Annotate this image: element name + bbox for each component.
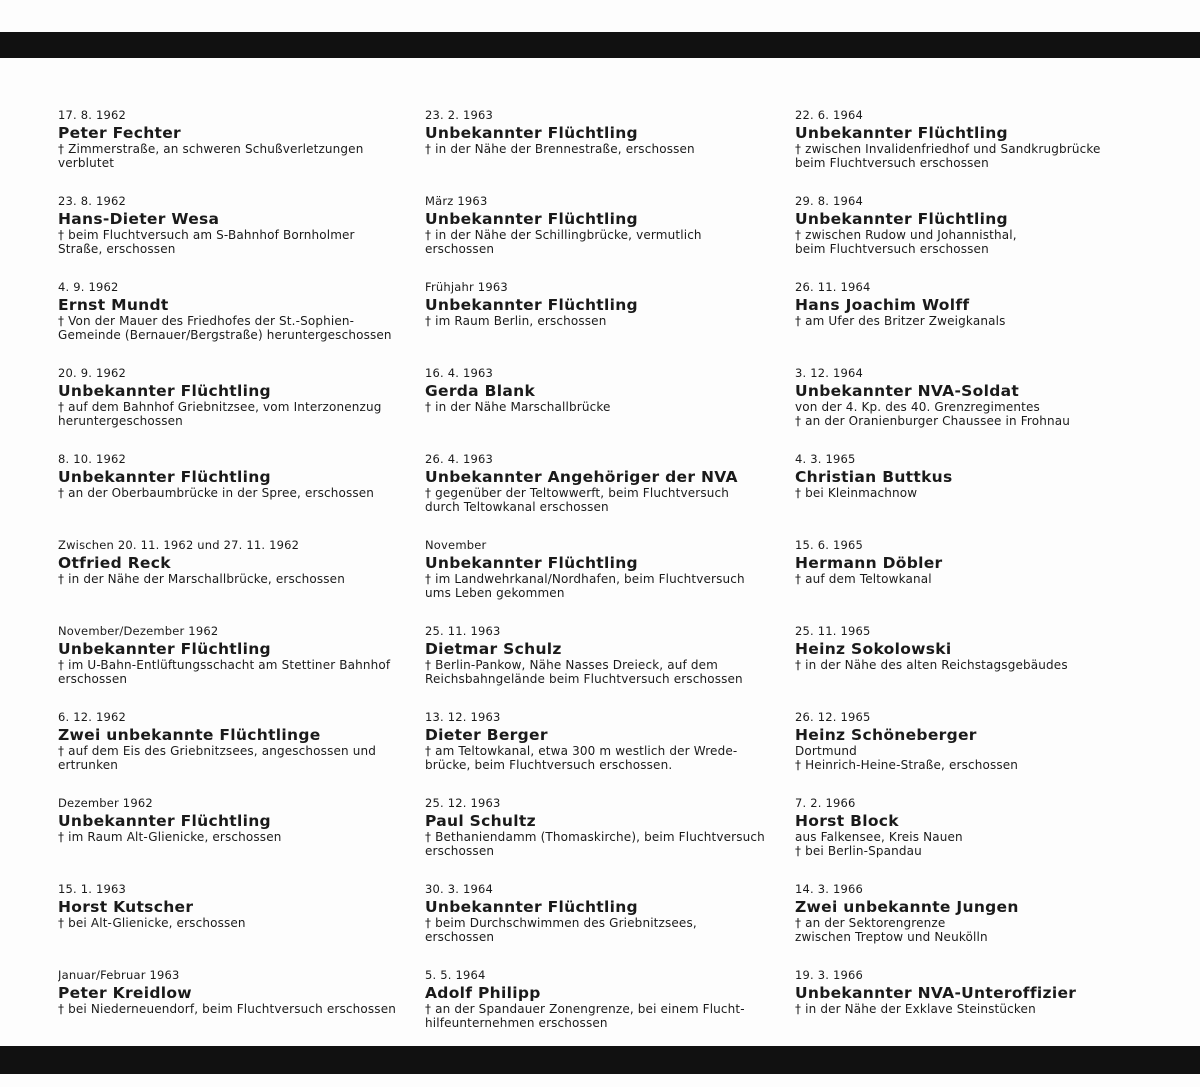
entry-date: 30. 3. 1964 — [425, 882, 494, 896]
entry-name: Unbekannter Flüchtling — [425, 554, 638, 572]
entry-name: Adolf Philipp — [425, 984, 541, 1002]
entry-date: März 1963 — [425, 194, 488, 208]
memorial-entry — [425, 452, 795, 538]
entry-description-line: erschossen — [425, 241, 495, 256]
entry-date: 7. 2. 1966 — [795, 796, 856, 810]
memorial-entry — [795, 710, 1165, 796]
memorial-entry — [795, 968, 1165, 1054]
entry-date: November — [425, 538, 487, 552]
entry-description-line: Straße, erschossen — [58, 241, 176, 256]
entry-name: Ernst Mundt — [58, 296, 169, 314]
entry-name: Heinz Sokolowski — [795, 640, 952, 658]
entry-description-line: erschossen — [425, 929, 495, 944]
entry-description-line: durch Teltowkanal erschossen — [425, 499, 609, 514]
memorial-entry — [58, 194, 428, 280]
entry-name: Hermann Döbler — [795, 554, 943, 572]
entry-description-line: † an der Oberbaumbrücke in der Spree, erschossen — [58, 486, 375, 500]
entry-date: 26. 12. 1965 — [795, 710, 871, 724]
entry-name: Zwei unbekannte Flüchtlinge — [58, 726, 321, 744]
memorial-entry — [58, 968, 428, 1054]
entry-name: Hans Joachim Wolff — [795, 296, 970, 314]
entry-name: Zwei unbekannte Jungen — [795, 898, 1019, 916]
entry-description-line: Reichsbahngelände beim Fluchtversuch erschossen — [425, 671, 743, 686]
memorial-entry — [425, 108, 795, 194]
entry-description-line: † Bethaniendamm (Thomaskirche), beim Fluchtversuch — [425, 830, 765, 844]
entry-date: 15. 6. 1965 — [795, 538, 864, 552]
memorial-entry — [425, 710, 795, 796]
entry-name: Dieter Berger — [425, 726, 548, 744]
entry-description-line: aus Falkensee, Kreis Nauen — [795, 830, 963, 844]
memorial-entry — [425, 194, 795, 280]
entry-description-line: † an der Oranienburger Chaussee in Frohnau — [795, 413, 1070, 428]
memorial-entry — [425, 882, 795, 968]
entry-date: Dezember 1962 — [58, 796, 153, 810]
entry-date: Januar/Februar 1963 — [58, 968, 180, 982]
entry-description-line: † in der Nähe der Exklave Steinstücken — [795, 1002, 1036, 1016]
entry-date: 3. 12. 1964 — [795, 366, 864, 380]
entry-description-line: † in der Nähe der Brennestraße, erschossen — [425, 142, 695, 156]
entry-date: 6. 12. 1962 — [58, 710, 127, 724]
entry-description-line: heruntergeschossen — [58, 413, 183, 428]
entry-name: Unbekannter Flüchtling — [425, 898, 638, 916]
entry-name: Unbekannter Flüchtling — [795, 210, 1008, 228]
memorial-entry — [58, 710, 428, 796]
column-2 — [425, 108, 795, 1054]
entry-description-line: † im Landwehrkanal/Nordhafen, beim Fluchtversuch — [425, 572, 745, 586]
entry-date: 5. 5. 1964 — [425, 968, 486, 982]
memorial-entry — [58, 796, 428, 882]
entry-date: 19. 3. 1966 — [795, 968, 864, 982]
entry-name: Unbekannter Flüchtling — [425, 124, 638, 142]
entry-name: Unbekannter Flüchtling — [58, 382, 271, 400]
memorial-entry — [425, 624, 795, 710]
entry-name: Heinz Schöneberger — [795, 726, 977, 744]
entry-description-line: beim Fluchtversuch erschossen — [795, 241, 989, 256]
memorial-entry — [425, 366, 795, 452]
entry-name: Unbekannter Flüchtling — [795, 124, 1008, 142]
entry-description-line: hilfeunternehmen erschossen — [425, 1015, 608, 1030]
entry-date: 25. 11. 1965 — [795, 624, 871, 638]
entry-name: Dietmar Schulz — [425, 640, 562, 658]
entry-name: Peter Kreidlow — [58, 984, 192, 1002]
entry-description-line: beim Fluchtversuch erschossen — [795, 155, 989, 170]
memorial-entry — [58, 280, 428, 366]
entry-description-line: ertrunken — [58, 757, 119, 772]
entry-name: Unbekannter Flüchtling — [58, 640, 271, 658]
entry-name: Gerda Blank — [425, 382, 536, 400]
memorial-entry — [795, 624, 1165, 710]
entry-name: Christian Buttkus — [795, 468, 953, 486]
entry-name: Unbekannter Flüchtling — [425, 296, 638, 314]
entry-description-line: † auf dem Teltowkanal — [795, 572, 932, 586]
entry-description-line: † Von der Mauer des Friedhofes der St.-Sophien- — [58, 314, 355, 328]
entry-description-line: Dortmund — [795, 744, 857, 758]
entry-description-line: von der 4. Kp. des 40. Grenzregimentes — [795, 400, 1040, 414]
entry-date: 14. 3. 1966 — [795, 882, 864, 896]
entry-name: Paul Schultz — [425, 812, 536, 830]
entry-date: 25. 12. 1963 — [425, 796, 501, 810]
entry-description-line: ums Leben gekommen — [425, 585, 565, 600]
entry-date: 29. 8. 1964 — [795, 194, 864, 208]
entry-date: 22. 6. 1964 — [795, 108, 864, 122]
entry-description-line: † zwischen Invalidenfriedhof und Sandkrugbrücke — [795, 142, 1101, 156]
entry-description-line: † bei Alt-Glienicke, erschossen — [58, 916, 246, 930]
entry-description-line: † auf dem Eis des Griebnitzsees, angeschossen und — [58, 744, 377, 758]
entry-description-line: verblutet — [58, 155, 115, 170]
entry-description-line: † im Raum Berlin, erschossen — [425, 314, 607, 328]
memorial-entry — [795, 796, 1165, 882]
entry-description-line: † bei Berlin-Spandau — [795, 843, 922, 858]
bottom-border-bar — [0, 1046, 1200, 1074]
entry-date: 16. 4. 1963 — [425, 366, 494, 380]
entry-description-line: † zwischen Rudow und Johannisthal, — [795, 228, 1017, 242]
entry-date: 23. 8. 1962 — [58, 194, 127, 208]
entry-description-line: † beim Durchschwimmen des Griebnitzsees, — [425, 916, 697, 930]
entry-description-line: † Berlin-Pankow, Nähe Nasses Dreieck, auf dem — [425, 658, 718, 672]
entry-date: Zwischen 20. 11. 1962 und 27. 11. 1962 — [58, 538, 300, 552]
entry-description-line: † beim Fluchtversuch am S-Bahnhof Bornholmer — [58, 228, 355, 242]
entry-name: Unbekannter NVA-Unteroffizier — [795, 984, 1077, 1002]
top-border-bar — [0, 32, 1200, 58]
entry-description-line: † in der Nähe Marschallbrücke — [425, 400, 611, 414]
entry-name: Hans-Dieter Wesa — [58, 210, 220, 228]
memorial-entry — [58, 108, 428, 194]
entry-description-line: † bei Kleinmachnow — [795, 486, 918, 500]
entry-date: 4. 3. 1965 — [795, 452, 856, 466]
memorial-entry — [795, 280, 1165, 366]
entry-description-line: † am Teltowkanal, etwa 300 m westlich der Wrede- — [425, 744, 738, 758]
entry-description-line: † bei Niederneuendorf, beim Fluchtversuch erschossen — [58, 1002, 396, 1016]
entry-description-line: † gegenüber der Teltowwerft, beim Fluchtversuch — [425, 486, 729, 500]
entry-description-line: † in der Nähe der Marschallbrücke, erschossen — [58, 572, 345, 586]
entry-description-line: † auf dem Bahnhof Griebnitzsee, vom Interzonenzug — [58, 400, 382, 414]
column-3 — [795, 108, 1165, 1054]
column-1 — [58, 108, 428, 1054]
entry-date: 15. 1. 1963 — [58, 882, 127, 896]
entry-name: Peter Fechter — [58, 124, 181, 142]
memorial-entry — [795, 452, 1165, 538]
entry-name: Unbekannter NVA-Soldat — [795, 382, 1020, 400]
entry-date: 23. 2. 1963 — [425, 108, 494, 122]
entry-description-line: † an der Sektorengrenze — [795, 916, 946, 930]
memorial-entry — [795, 194, 1165, 280]
memorial-entry — [795, 108, 1165, 194]
memorial-entry — [795, 538, 1165, 624]
entry-description-line: † im U-Bahn-Entlüftungsschacht am Stettiner Bahnhof — [58, 658, 391, 672]
memorial-entry — [58, 624, 428, 710]
entry-description-line: † im Raum Alt-Glienicke, erschossen — [58, 830, 282, 844]
entry-description-line: erschossen — [425, 843, 495, 858]
entry-date: 26. 11. 1964 — [795, 280, 871, 294]
memorial-entry — [795, 366, 1165, 452]
entry-description-line: † Heinrich-Heine-Straße, erschossen — [795, 757, 1019, 772]
entry-date: 13. 12. 1963 — [425, 710, 501, 724]
entry-date: November/Dezember 1962 — [58, 624, 219, 638]
entry-description-line: † Zimmerstraße, an schweren Schußverletzungen — [58, 142, 364, 156]
entry-description-line: brücke, beim Fluchtversuch erschossen. — [425, 757, 673, 772]
memorial-entry — [58, 366, 428, 452]
memorial-entry — [425, 968, 795, 1054]
memorial-entry — [425, 796, 795, 882]
entry-name: Unbekannter Flüchtling — [58, 468, 271, 486]
entry-description-line: † am Ufer des Britzer Zweigkanals — [795, 314, 1006, 328]
entry-description-line: erschossen — [58, 671, 128, 686]
memorial-entry — [58, 882, 428, 968]
entry-date: 17. 8. 1962 — [58, 108, 127, 122]
entry-description-line: † in der Nähe des alten Reichstagsgebäudes — [795, 658, 1068, 672]
memorial-entry — [58, 538, 428, 624]
memorial-entry — [58, 452, 428, 538]
memorial-entry — [425, 280, 795, 366]
memorial-entry — [795, 882, 1165, 968]
memorial-entry — [425, 538, 795, 624]
entry-name: Horst Block — [795, 812, 899, 830]
entry-date: Frühjahr 1963 — [425, 280, 508, 294]
entry-description-line: † in der Nähe der Schillingbrücke, vermutlich — [425, 228, 702, 242]
entry-date: 25. 11. 1963 — [425, 624, 501, 638]
entry-description-line: zwischen Treptow und Neukölln — [795, 929, 988, 944]
entry-date: 4. 9. 1962 — [58, 280, 119, 294]
entry-name: Otfried Reck — [58, 554, 171, 572]
entry-date: 20. 9. 1962 — [58, 366, 127, 380]
entry-name: Unbekannter Flüchtling — [58, 812, 271, 830]
entry-name: Horst Kutscher — [58, 898, 194, 916]
entry-description-line: Gemeinde (Bernauer/Bergstraße) heruntergeschossen — [58, 327, 392, 342]
entry-date: 8. 10. 1962 — [58, 452, 127, 466]
entry-date: 26. 4. 1963 — [425, 452, 494, 466]
entry-description-line: † an der Spandauer Zonengrenze, bei einem Flucht- — [425, 1002, 745, 1016]
entry-name: Unbekannter Flüchtling — [425, 210, 638, 228]
entry-name: Unbekannter Angehöriger der NVA — [425, 468, 738, 486]
